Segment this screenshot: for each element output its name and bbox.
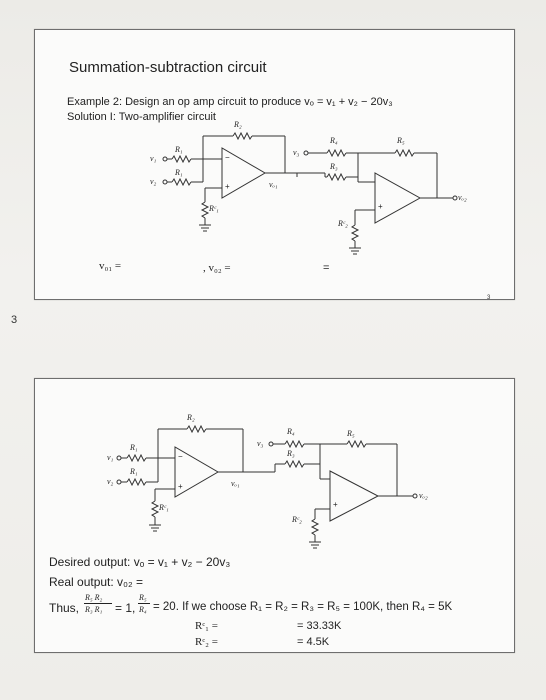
resistor-rc2 — [352, 225, 358, 241]
label-vo1: vₒ₁ — [231, 479, 240, 488]
label-r1-top: R₁ — [175, 145, 183, 154]
side-number: 3 — [11, 314, 18, 326]
label-plus-1: + — [225, 182, 230, 191]
label-r3: R₃ — [330, 162, 338, 171]
label-vo2: vₒ₂ — [419, 491, 428, 500]
label-rc2: Rᶜ₂ — [338, 219, 348, 228]
rc1-value: = 33.33K — [297, 620, 342, 632]
label-v1: v₁ — [107, 453, 114, 462]
label-r4: R₄ — [330, 136, 338, 145]
label-plus-1: + — [178, 482, 183, 491]
label-rc2: Rᶜ₂ — [292, 515, 302, 524]
label-plus-2: + — [378, 202, 383, 211]
solution-text: Solution I: Two-amplifier circuit — [67, 111, 216, 123]
resistor-r2 — [233, 133, 252, 139]
equals-sign: = — [323, 262, 330, 274]
rc2-value: = 4.5K — [297, 636, 330, 648]
vo1-equation: v₀₁ = — [99, 260, 122, 272]
label-r1-top: R₁ — [130, 443, 138, 452]
thus-prefix: Thus, — [49, 601, 80, 615]
circuit-diagram-top — [35, 30, 514, 299]
frac1-num: R₅ R₂ — [85, 593, 103, 602]
label-v3: v₃ — [293, 148, 300, 157]
resistor-r3 — [327, 174, 346, 180]
resistor-r4 — [327, 150, 346, 156]
frac2-num: R₅ — [139, 593, 147, 602]
label-r4: R₄ — [287, 427, 295, 436]
label-rc1: Rᶜ₁ — [209, 204, 219, 213]
frac2-den: R₄ — [139, 605, 147, 614]
label-r5: R₅ — [347, 429, 355, 438]
frac1-den: R₃ R₁ — [85, 605, 103, 614]
label-r2: R₂ — [234, 120, 242, 129]
label-v2: v₂ — [150, 177, 157, 186]
label-vo2: vₒ₂ — [458, 193, 467, 202]
example-text: Example 2: Design an op amp circuit to produce vₒ = v₁ + v₂ − 20v₃ — [67, 96, 393, 108]
frac2-bar — [138, 603, 150, 604]
slide-top — [34, 29, 515, 300]
resistor-r1-top — [172, 156, 191, 162]
label-vo1: vₒ₁ — [269, 180, 278, 189]
label-r2: R₂ — [187, 413, 195, 422]
slide-bottom — [34, 378, 515, 653]
label-r1-bottom: R₁ — [175, 168, 183, 177]
resistor-r1-bottom — [172, 179, 191, 185]
label-r1-bottom: R₁ — [130, 467, 138, 476]
real-output: Real output: v₀₂ = — [49, 575, 144, 589]
label-v2: v₂ — [107, 477, 114, 486]
resistor-r5 — [395, 150, 414, 156]
vo2-equation: , v₀₂ = — [203, 262, 231, 274]
label-v1: v₁ — [150, 154, 157, 163]
slide-title: Summation-subtraction circuit — [69, 59, 267, 76]
label-rc1: Rᶜ₁ — [159, 503, 169, 512]
rc2-label: Rᶜ₂ = — [195, 636, 218, 648]
desired-output: Desired output: vₒ = v₁ + v₂ − 20v₃ — [49, 555, 231, 569]
label-r3: R₃ — [287, 449, 295, 458]
slide-number: 3 — [487, 295, 491, 301]
label-r5: R₅ — [397, 136, 405, 145]
resistor-rc1 — [202, 202, 208, 218]
label-plus-2: + — [333, 500, 338, 509]
label-v3: v₃ — [257, 439, 264, 448]
rc1-label: Rᶜ₁ = — [195, 620, 218, 632]
label-minus-1: − — [225, 153, 230, 162]
frac1-bar — [84, 603, 112, 604]
label-minus-1: − — [178, 452, 183, 461]
eq1: = 1, — [115, 601, 136, 615]
opamp-2 — [375, 173, 420, 223]
eq2: = 20. If we choose R₁ = R₂ = R₃ = R₅ = 100K, then R₄ = 5K — [153, 601, 453, 613]
